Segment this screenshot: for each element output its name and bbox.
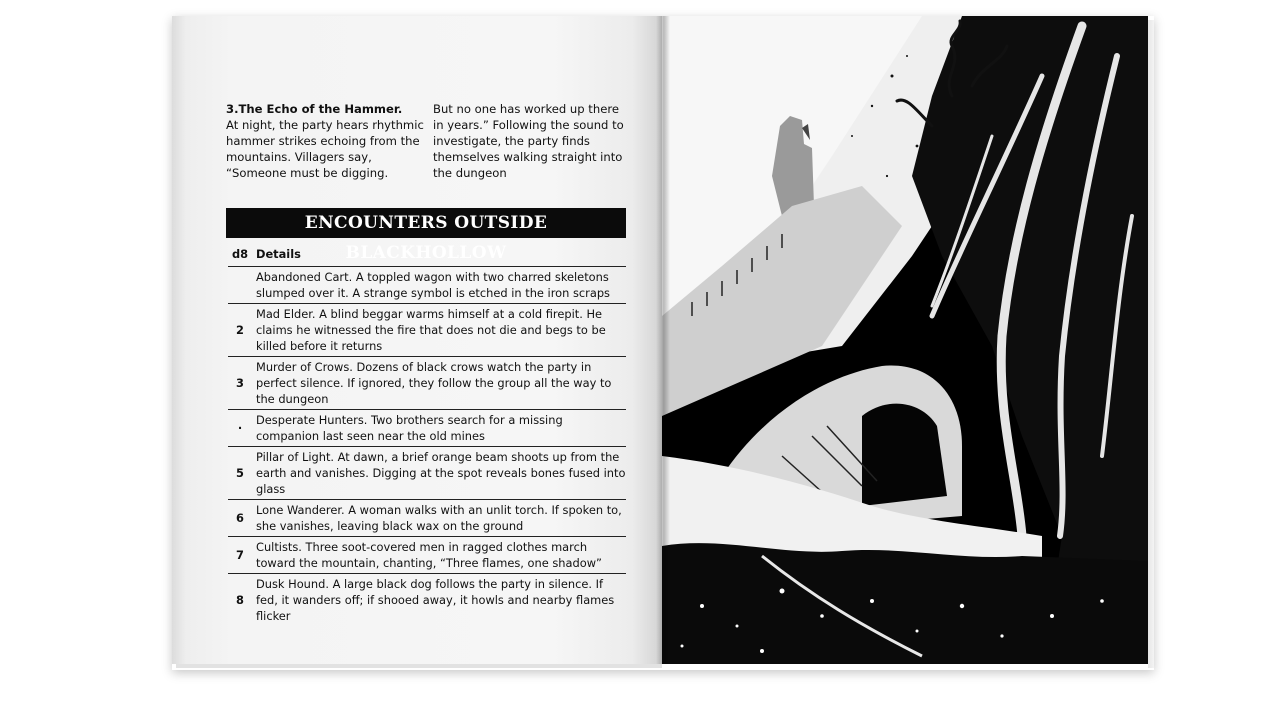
row-details: Cultists. Three soot-covered men in ragged clothes march toward the mountain, chanting, “Three flames, one shadow”: [256, 540, 602, 570]
ink-cave-tree-illustration: [662, 16, 1148, 664]
intro-heading: 3.The Echo of the Hammer.: [226, 102, 403, 116]
row-details: Lone Wanderer. A woman walks with an unlit torch. If spoken to, she vanishes, leaving black wax on the ground: [256, 503, 622, 533]
open-booklet: [172, 16, 1154, 670]
row-number: 8: [236, 593, 244, 607]
table-header: [228, 244, 626, 267]
encounters-banner: ENCOUNTERS OUTSIDE BLACKHOLLOW: [226, 208, 626, 238]
row-details: Dusk Hound. A large black dog follows the party in silence. If fed, it wanders off; if shooed away, it howls and nearby flames flicker: [256, 577, 615, 623]
table-row: [228, 500, 626, 537]
intro-text-2: But no one has worked up there in years.” Following the sound to investigate, the party finds themselves walking straight into the dungeon: [433, 102, 624, 180]
encounter-table: [228, 244, 626, 626]
table-row: [228, 304, 626, 357]
left-page: [172, 16, 662, 664]
row-number: ·: [237, 421, 243, 435]
table-row: [228, 357, 626, 410]
intro-text-1: At night, the party hears rhythmic hammer strikes echoing from the mountains. Villagers say, “Someone must be digging.: [226, 118, 424, 180]
intro-column-1: [226, 101, 426, 181]
row-number: 7: [236, 548, 244, 562]
table-row: [228, 267, 626, 304]
header-d8: d8: [231, 247, 249, 261]
table-row: [228, 537, 626, 574]
row-number: 5: [236, 466, 244, 480]
table-row: [228, 410, 626, 447]
row-number: [228, 267, 252, 303]
row-details: Murder of Crows. Dozens of black crows watch the party in perfect silence. If ignored, they follow the group all the way to the dungeon: [256, 360, 612, 406]
intro-column-2: [433, 101, 633, 181]
row-details: Mad Elder. A blind beggar warms himself at a cold firepit. He claims he witnessed the fire that does not die and begs to be killed before it returns: [256, 307, 606, 353]
row-number: 3: [236, 376, 244, 390]
row-details: Abandoned Cart. A toppled wagon with two charred skeletons slumped over it. A strange symbol is etched in the iron scraps: [256, 270, 610, 300]
right-page: [662, 16, 1148, 664]
row-details: Pillar of Light. At dawn, a brief orange beam shoots up from the earth and vanishes. Digging at the spot reveals bones fused into glass: [256, 450, 626, 496]
row-number: 6: [236, 511, 244, 525]
header-details: Details: [256, 247, 301, 261]
table-row: [228, 574, 626, 626]
table-row: [228, 447, 626, 500]
row-details: Desperate Hunters. Two brothers search for a missing companion last seen near the old mines: [256, 413, 563, 443]
row-number: 2: [236, 323, 244, 337]
right-page-edge: [1148, 20, 1154, 668]
left-page-edge: [176, 664, 662, 668]
